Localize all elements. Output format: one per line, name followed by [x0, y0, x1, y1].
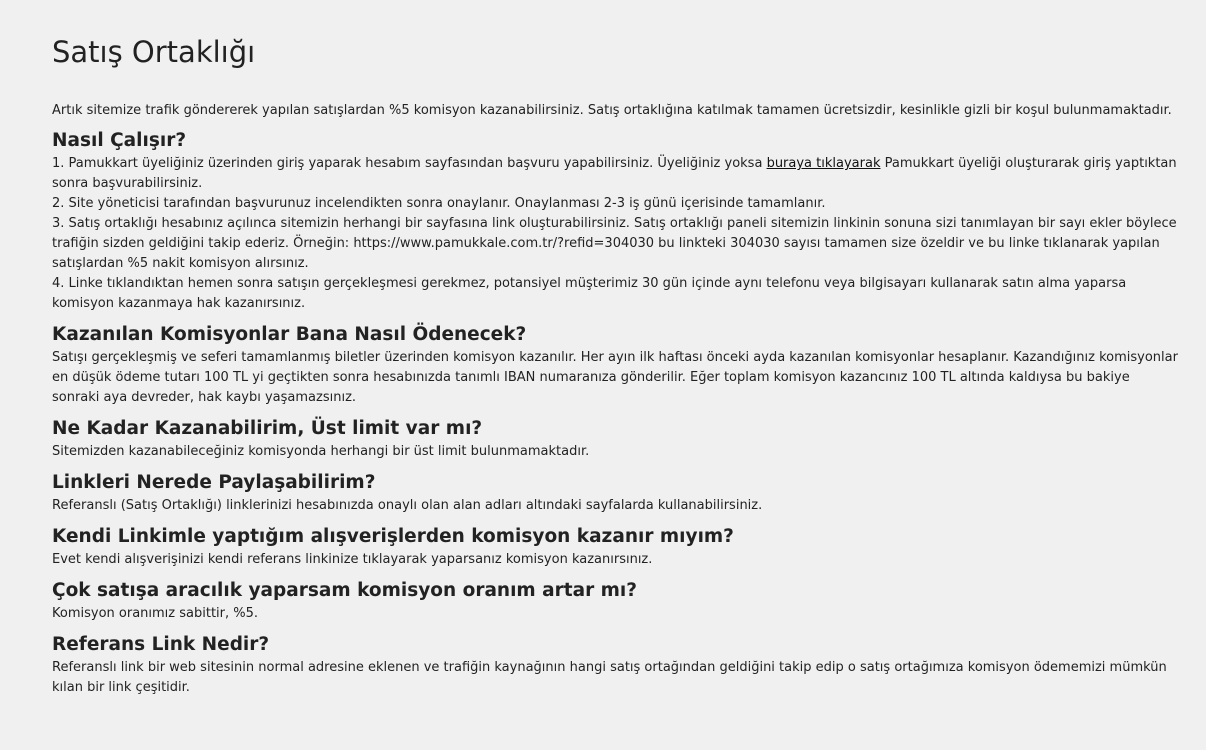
step-1-after: Pamukkart üyeliği oluşturarak giriş yaptıktan sonra başvurabilirsiniz. [52, 156, 1177, 191]
section-text: Komisyon oranımız sabittir, %5. [52, 606, 259, 621]
section-heading: Nasıl Çalışır? [52, 130, 187, 151]
section-heading: Kendi Linkimle yaptığım alışverişlerden komisyon kazanır mıyım? [52, 526, 734, 547]
section-text: Satışı gerçekleşmiş ve seferi tamamlanmış biletler üzerinden komisyon kazanılır. Her ayın ilk haftası önceki ayda kazanılan komisyonlar hesaplanır. Kazandığınız komisyonlar en düşük ödeme tutarı 100 TL yi geçtikten sonra hesabınızda tanımlı IBAN numaranıza gönderilir. Eğer toplam komisyon kazancınız 100 TL altında kaldıysa bu bakiye sonraki aya devreder, hak kaybı yaşamazsınız. [52, 350, 1178, 405]
section-heading: Çok satışa aracılık yaparsam komisyon oranım artar mı? [52, 580, 637, 601]
step-1-before: 1. Pamukkart üyeliğiniz üzerinden giriş yaparak hesabım sayfasından başvuru yapabilirsiniz. Üyeliğiniz yoksa [52, 156, 767, 171]
section-heading: Linkleri Nerede Paylaşabilirim? [52, 472, 376, 493]
section-how-it-works [52, 129, 1180, 314]
section-heading: Ne Kadar Kazanabilirim, Üst limit var mı? [52, 418, 483, 439]
section-payment [52, 323, 1180, 408]
section-heading: Referans Link Nedir? [52, 634, 270, 655]
step-1 [52, 154, 1180, 194]
step-3: 3. Satış ortaklığı hesabınız açılınca sitemizin herhangi bir sayfasına link oluşturabilirsiniz. Satış ortaklığı paneli sitemizin linkinin sonuna sizi tanımlayan bir sayı ekler böylece trafiğin sizden geldiğini takip ederiz. Örneğin: https://www.pamukkale.com.tr/?refid=304030 bu linkteki 304030 sayısı tamamen size özeldir ve bu linke tıklanarak yapılan satışlardan %5 nakit komisyon alırsınız. [52, 216, 1177, 271]
section-own-link [52, 525, 1180, 570]
step-4: 4. Linke tıklandıktan hemen sonra satışın gerçekleşmesi gerekmez, potansiyel müşterimiz 30 gün içinde aynı telefonu veya bilgisayarı kullanarak satın alma yaparsa komisyon kazanmaya hak kazanırsınız. [52, 276, 1127, 311]
section-rate [52, 579, 1180, 624]
section-share [52, 471, 1180, 516]
section-text: Referanslı link bir web sitesinin normal adresine eklenen ve trafiğin kaynağının hangi satış ortağından geldiğini takip edip o satış ortağımıza komisyon ödememizi mümkün kılan bir link çeşitidir. [52, 660, 1167, 695]
intro-text: Artık sitemize trafik göndererek yapılan satışlardan %5 komisyon kazanabilirsiniz. Satış ortaklığına katılmak tamamen ücretsizdir, kesinlikle gizli bir koşul bulunmamaktadır. [52, 103, 1172, 118]
section-limit [52, 417, 1180, 462]
page-title: Satış Ortaklığı [52, 35, 256, 69]
register-link[interactable]: buraya tıklayarak [766, 156, 881, 171]
section-text: Sitemizden kazanabileceğiniz komisyonda herhangi bir üst limit bulunmamaktadır. [52, 444, 590, 459]
section-text: Evet kendi alışverişinizi kendi referans linkinize tıklayarak yaparsanız komisyon kazanırsınız. [52, 552, 653, 567]
section-ref-link [52, 633, 1180, 698]
section-text: Referanslı (Satış Ortaklığı) linklerinizi hesabınızda onaylı olan alan adları altındaki sayfalarda kullanabilirsiniz. [52, 498, 763, 513]
step-2: 2. Site yöneticisi tarafından başvurunuz incelendikten sonra onaylanır. Onaylanması 2-3 iş günü içerisinde tamamlanır. [52, 196, 826, 211]
section-heading: Kazanılan Komisyonlar Bana Nasıl Ödenecek? [52, 324, 527, 345]
